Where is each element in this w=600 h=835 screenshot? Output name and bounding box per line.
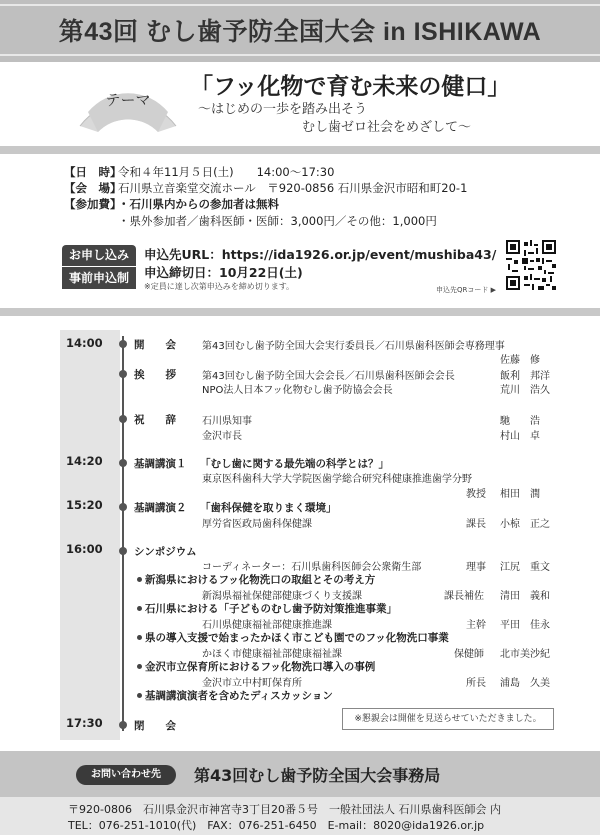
symposium-coordinator: コーディネーター：石川県歯科医師会公衆衛生部 bbox=[202, 562, 422, 573]
office-address: 〒920-0806 石川県金沢市神宮寺3丁目20番５号 一般社団法人 石川県歯科医師会 内 bbox=[68, 803, 501, 816]
symposium-topic-1: 新潟県におけるフッ化物洗口の取組とその考え方 bbox=[145, 574, 376, 586]
topic-4-person: 浦島 久美 bbox=[500, 678, 550, 689]
topic-3-person: 北市美沙紀 bbox=[500, 649, 550, 660]
congrats-line-1: 石川県知事 bbox=[202, 416, 252, 427]
symposium-topic-2: 石川県における「子どものむし歯予防対策推進事業」 bbox=[145, 603, 397, 615]
topic-4-role: 所長 bbox=[466, 678, 486, 689]
opening-person: 佐藤 修 bbox=[500, 355, 540, 366]
footer bbox=[0, 751, 600, 835]
keynote-1-role: 教授 bbox=[466, 489, 486, 500]
topic-1-role: 課長補佐 bbox=[444, 591, 484, 602]
venue-value: 石川県立音楽堂交流ホール 〒920-0856 石川県金沢市昭和町20-1 bbox=[118, 181, 468, 195]
congrats-person-1: 馳 浩 bbox=[500, 416, 540, 427]
apply-deadline: 申込締切日：10月22日(土) bbox=[144, 265, 303, 280]
coordinator-person: 江尻 重文 bbox=[500, 562, 550, 573]
contact-label: お問い合わせ先 bbox=[76, 765, 176, 785]
timeline-dot bbox=[119, 415, 127, 423]
theme-main: 「フッ化物で育む未来の健口」 bbox=[190, 74, 511, 100]
opening-title: 開 会 bbox=[134, 339, 176, 351]
date-label: 【日 時】 bbox=[64, 165, 122, 179]
divider-band-2 bbox=[0, 308, 600, 316]
time-keynote-2: 15:20 bbox=[66, 498, 103, 512]
timeline-line bbox=[122, 336, 124, 731]
topic-2-role: 主幹 bbox=[466, 620, 486, 631]
info-section bbox=[0, 154, 600, 304]
greeting-person-2: 荒川 浩久 bbox=[500, 385, 550, 396]
date-value: 令和４年11月５日(土) 14:00～17:30 bbox=[118, 165, 335, 179]
greeting-person-1: 飯利 邦洋 bbox=[500, 371, 550, 382]
keynote-2-affiliation: 厚労省医政局歯科保健課 bbox=[202, 519, 312, 530]
qr-label: 申込先QRコード ▶ bbox=[436, 286, 496, 294]
apply-note: ※定員に達し次第申込みを締め切ります。 bbox=[144, 282, 295, 291]
top-banner bbox=[0, 0, 600, 62]
footer-header bbox=[0, 751, 600, 797]
fee-label: 【参加費】 bbox=[64, 197, 122, 211]
topic-4-affiliation: 金沢市立中村町保育所 bbox=[202, 678, 302, 689]
bullet-icon bbox=[137, 577, 142, 582]
bullet-icon bbox=[137, 664, 142, 669]
opening-desc: 第43回むし歯予防全国大会実行委員長／石川県歯科医師会専務理事 bbox=[202, 341, 505, 352]
timeline-dot bbox=[119, 721, 127, 729]
symposium-label: シンポジウム bbox=[134, 546, 197, 558]
apply-url[interactable]: 申込先URL：https://ida1926.or.jp/event/mushiba43/ bbox=[144, 247, 497, 262]
keynote-2-title: 「歯科保健を取りまく環境」 bbox=[200, 502, 337, 514]
time-keynote-1: 14:20 bbox=[66, 454, 103, 468]
bullet-icon bbox=[137, 635, 142, 640]
date-row bbox=[64, 164, 334, 180]
fee-row bbox=[64, 196, 279, 212]
keynote-2-label: 基調講演２ bbox=[134, 502, 187, 514]
coordinator-role: 理事 bbox=[466, 562, 486, 573]
bullet-icon bbox=[137, 693, 142, 698]
topic-2-person: 平田 佳永 bbox=[500, 620, 550, 631]
congrats-title: 祝 辞 bbox=[134, 414, 176, 426]
schedule-section bbox=[0, 316, 600, 746]
timeline-dot bbox=[119, 547, 127, 555]
keynote-2-role: 課長 bbox=[466, 519, 486, 530]
office-name: 第43回むし歯予防全国大会事務局 bbox=[194, 766, 441, 785]
keynote-1-label: 基調講演１ bbox=[134, 458, 187, 470]
theme-label: テーマ bbox=[105, 91, 151, 109]
event-title: 第43回 むし歯予防全国大会 in ISHIKAWA bbox=[58, 18, 542, 46]
time-closing: 17:30 bbox=[66, 716, 103, 730]
topic-1-affiliation: 新潟県福祉保健部健康づくり支援課 bbox=[202, 591, 362, 602]
topic-2-affiliation: 石川県健康福祉部健康推進課 bbox=[202, 620, 332, 631]
topic-3-affiliation: かほく市健康福祉部健康福祉課 bbox=[202, 649, 342, 660]
time-column bbox=[60, 330, 120, 740]
office-contact[interactable]: TEL：076-251-1010(代) FAX：076-251-6450 E-mail：8020@ida1926.or.jp bbox=[68, 819, 485, 832]
closing-title: 閉 会 bbox=[134, 720, 176, 732]
banner-rule-bottom bbox=[0, 54, 600, 56]
keynote-1-person: 相田 潤 bbox=[500, 489, 540, 500]
topic-3-role: 保健師 bbox=[454, 649, 484, 660]
keynote-1-affiliation: 東京医科歯科大学大学院医歯学総合研究科健康推進歯学分野 bbox=[202, 474, 472, 485]
time-symposium: 16:00 bbox=[66, 542, 103, 556]
greeting-line-2: NPO法人日本フッ化物むし歯予防協会会長 bbox=[202, 385, 393, 396]
advance-registration-label: 事前申込制 bbox=[62, 267, 136, 289]
symposium-topic-3: 県の導入支援で始まったかほく市こども園でのフッ化物洗口事業 bbox=[145, 632, 449, 644]
timeline-dot bbox=[119, 503, 127, 511]
keynote-2-person: 小椋 正之 bbox=[500, 519, 550, 530]
time-opening: 14:00 bbox=[66, 336, 103, 350]
timeline-dot bbox=[119, 459, 127, 467]
symposium-topic-5: 基調講演演者を含めたディスカッション bbox=[145, 690, 333, 702]
theme-subtitle-2: むし歯ゼロ社会をめざして～ bbox=[302, 120, 472, 135]
symposium-topic-4: 金沢市立保育所におけるフッ化物洗口導入の事例 bbox=[145, 661, 376, 673]
venue-label: 【会 場】 bbox=[64, 181, 122, 195]
theme-subtitle-1: ～はじめの一歩を踏み出そう bbox=[198, 102, 368, 117]
topic-1-person: 清田 義和 bbox=[500, 591, 550, 602]
apply-label: お申し込み bbox=[62, 245, 136, 266]
reception-note: ※懇親会は開催を見送らせていただきました。 bbox=[342, 708, 554, 730]
banner-rule-top bbox=[0, 4, 600, 6]
fee-line-1: ・石川県内からの参加者は無料 bbox=[118, 197, 279, 211]
greeting-line-1: 第43回むし歯予防全国大会会長／石川県歯科医師会会長 bbox=[202, 371, 455, 382]
timeline-dot bbox=[119, 340, 127, 348]
congrats-person-2: 村山 卓 bbox=[500, 431, 540, 442]
congrats-line-2: 金沢市長 bbox=[202, 431, 242, 442]
keynote-1-title: 「むし歯に関する最先端の科学とは？」 bbox=[200, 458, 389, 470]
qr-code-icon[interactable] bbox=[506, 240, 556, 290]
theme-section bbox=[0, 62, 600, 146]
timeline-dot bbox=[119, 370, 127, 378]
fee-line-2: ・県外参加者／歯科医師・医師：3,000円／その他：1,000円 bbox=[118, 214, 437, 228]
venue-row bbox=[64, 180, 467, 196]
greeting-title: 挨 拶 bbox=[134, 369, 176, 381]
bullet-icon bbox=[137, 606, 142, 611]
divider-band bbox=[0, 146, 600, 154]
